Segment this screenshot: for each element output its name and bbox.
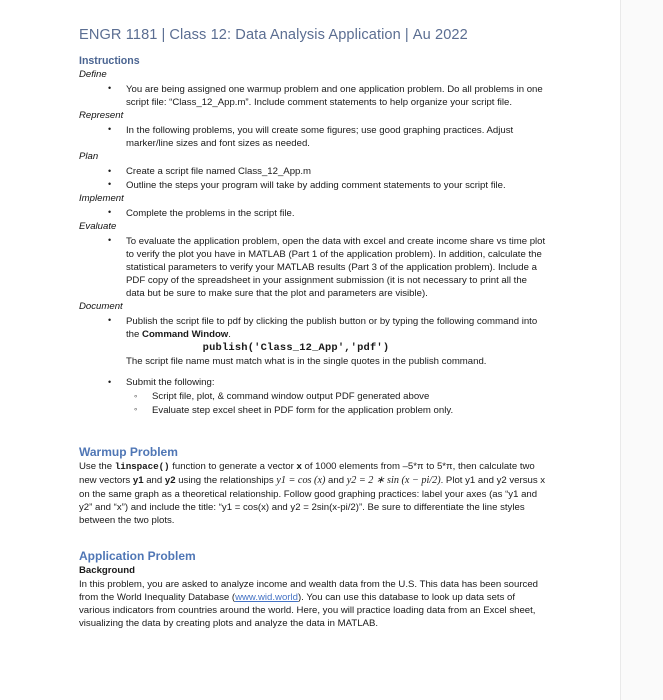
warmup-text-3: of 1000 elements from –5*π to 5*π, then calculate two new vectors (79, 460, 535, 486)
list-item (79, 315, 547, 341)
linspace-function-code: linspace() (114, 460, 170, 472)
background-text-2: ). You can use this database to look up data sets of various indicators from countries around the world. Here, you will practice loading data from an Excel sheet, visualizing the data by creating plots and analyze the data in MATLAB. (79, 591, 536, 630)
step-label-plan: Plan (79, 151, 99, 163)
warmup-problem-text (79, 460, 547, 528)
warmup-text-4: and (143, 474, 165, 486)
spacer (79, 368, 547, 375)
list-item: ◦ Script file, plot, & command window output PDF generated above (126, 390, 547, 404)
step-label-implement: Implement (79, 192, 124, 204)
equation-y2: y2 = 2 ∗ sin (x − pi/2) (346, 474, 441, 486)
instructions-heading: Instructions (79, 55, 140, 67)
title-term: Au 2022 (412, 27, 468, 43)
background-text (79, 578, 547, 631)
step-bullets-document (79, 315, 547, 341)
warmup-text-6: and (325, 474, 347, 486)
step-label-define: Define (79, 69, 107, 80)
list-item: • To evaluate the application problem, open the data with excel and create income share vs time plot to verify the plot you have in MATLAB (Part 1 of the application problem). In addition, calculate the statistical parameters to verify your MATLAB results (Part 3 of the application problem). Include a PDF copy of the spreadsheet in your assignment submission (it is not necessary to print all the data but be sure to make sure that the plot and parameters are visible). (79, 235, 547, 300)
command-window-label: Command Window (142, 328, 229, 340)
background-label: Background (79, 565, 135, 577)
warmup-text-5: using the relationships (175, 474, 277, 486)
list-item: • In the following problems, you will create some figures; use good graphing practices. Adjust marker/line sizes and font sizes as needed. (79, 124, 547, 150)
step-bullets-plan (79, 165, 547, 192)
wid-world-link[interactable]: www.wid.world (235, 591, 298, 603)
spacer (79, 527, 547, 549)
step-label-evaluate: Evaluate (79, 220, 117, 232)
list-item: • Outline the steps your program will take by adding comment statements to your script file. (79, 179, 547, 192)
spacer (79, 418, 547, 445)
vector-y2-label: y2 (164, 474, 176, 486)
vector-x-label: x (296, 460, 302, 472)
step-bullets-evaluate (79, 235, 547, 300)
list-item: ◦ Evaluate step excel sheet in PDF form for the application problem only. (126, 404, 547, 418)
step-bullets-represent (79, 124, 547, 150)
page-title (79, 27, 547, 43)
step-label-represent: Represent (79, 110, 124, 122)
list-item: • Create a script file named Class_12_App.m (79, 165, 547, 178)
page-gutter (621, 0, 663, 700)
background-text-1: In this problem, you are asked to analyze income and wealth data from the U.S. This data has been sourced from the World Inequality Database ( (79, 578, 538, 603)
step-label-document: Document (79, 300, 123, 312)
warmup-text-1: Use the (79, 460, 115, 472)
title-course: ENGR 1181 (79, 27, 158, 43)
submit-subitems-wrap (79, 390, 547, 418)
list-item: • Complete the problems in the script file. (79, 207, 547, 220)
list-item: • Submit the following: (79, 376, 547, 389)
warmup-text-7: . Plot y1 and y2 versus x on the same graph as a theoretical relationship. Follow good graphing practices: label your axes (as “y1 and y2” and “x”) and include the title: “y1 = cos(x) and y2 = 2sin(x-pi/2)”. Be sure to differentiate the line styles between the two plots. (79, 474, 546, 527)
submit-subitems (126, 390, 547, 418)
step-bullets-define (79, 83, 547, 109)
publish-command-note: The script file name must match what is in the single quotes in the publish command. (126, 355, 487, 367)
application-problem-heading: Application Problem (79, 549, 196, 564)
title-separator-1: | (161, 27, 166, 43)
publish-command-code: publish('Class_12_App','pdf') (202, 341, 390, 354)
submit-bullets (79, 376, 547, 389)
list-item: • You are being assigned one warmup problem and one application problem. Do all problems in one script file: “Class_12_App.m”. Include comment statements to help organize your script file. (79, 83, 547, 109)
publish-text-after: . (228, 328, 231, 340)
document-content (79, 27, 547, 631)
warmup-text-2: function to generate a vector (169, 460, 297, 472)
publish-text-before: Publish the script file to pdf by clicking the publish button or by typing the following command into the (126, 315, 538, 340)
warmup-problem-heading: Warmup Problem (79, 444, 178, 459)
vector-y1-label: y1 (132, 474, 144, 486)
title-separator-2: | (404, 27, 409, 43)
title-class: Class 12: Data Analysis Application (169, 27, 401, 43)
step-bullets-implement (79, 207, 547, 220)
equation-y1: y1 = cos (x) (276, 474, 326, 486)
